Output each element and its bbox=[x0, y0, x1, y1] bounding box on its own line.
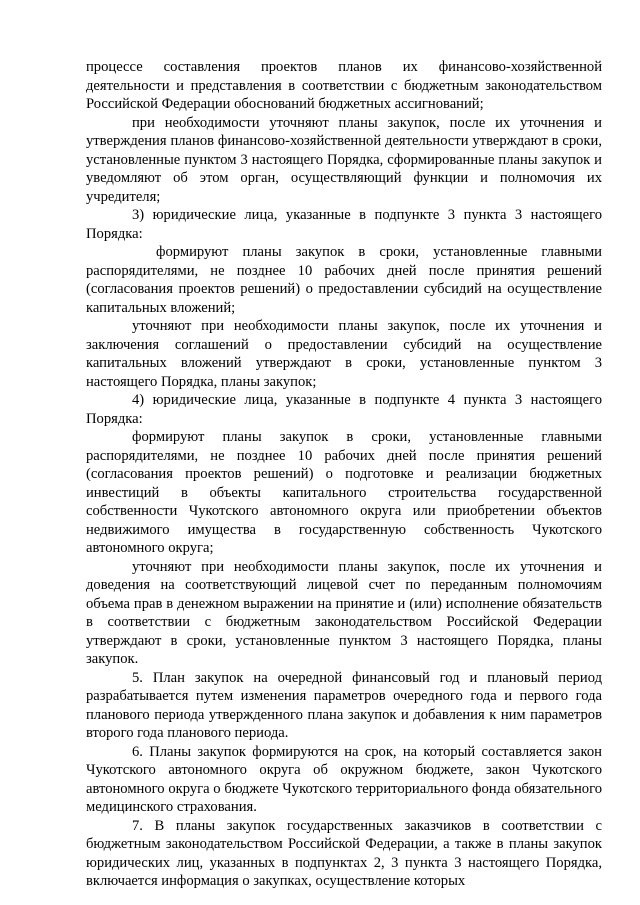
paragraph-6: 4) юридические лица, указанные в подпункте 4 пункта 3 настоящего Порядка: bbox=[86, 392, 602, 427]
paragraph-2: при необходимости уточняют планы закупок, после их уточнения и утверждения планов финансово-хозяйственной деятельности утверждают в сроки, установленные пунктом 3 настоящего Порядка, сформированные планы закупок и уведомляют об этом орган, осуществляющий функции и полномочия их учредителя; bbox=[86, 114, 602, 205]
paragraph-1: процессе составления проектов планов их финансово-хозяйственной деятельности и представления в соответствии с бюджетным законодательством Российской Федерации обоснований бюджетных ассигнований; bbox=[86, 59, 602, 112]
paragraph-7: формируют планы закупок в сроки, установленные главными распорядителями, не позднее 10 рабочих дней после принятия решений (согласования проектов решений) о подготовке и реализации бюджетных инвестиций в объекты капитального строительства государственной собственности Чукотского автономного округа или приобретении объектов недвижимого имущества в государственную собственность Чукотского автономного округа; bbox=[86, 429, 602, 556]
paragraph-9: 5. План закупок на очередной финансовый год и плановый период разрабатывается путем изменения параметров очередного года и первого года планового периода утвержденного плана закупок и добавления к ним параметров второго года планового периода. bbox=[86, 669, 602, 741]
paragraph-8: уточняют при необходимости планы закупок, после их уточнения и доведения на соответствующий лицевой счет по переданным полномочиям объема прав в денежном выражении на принятие и (или) исполнение обязательств в соответствии с бюджетным законодательством Российской Федерации утверждают в сроки, установленные пунктом 3 настоящего Порядка, планы закупок. bbox=[86, 558, 602, 667]
paragraph-5: уточняют при необходимости планы закупок, после их уточнения и заключения соглашений о предоставлении субсидий на осуществление капитальных вложений утверждают в сроки, установленные пунктом 3 настоящего Порядка, планы закупок; bbox=[86, 318, 602, 390]
paragraph-10: 6. Планы закупок формируются на срок, на который составляется закон Чукотского автономного округа об окружном бюджете, закон Чукотского автономного округа о бюджете Чукотского территориального фонда обязательного медицинского страхования. bbox=[86, 743, 602, 815]
paragraph-3: 3) юридические лица, указанные в подпункте 3 пункта 3 настоящего Порядка: bbox=[86, 207, 602, 242]
paragraph-4: формируют планы закупок в сроки, установленные главными распорядителями, не позднее 10 рабочих дней после принятия решений (согласования проектов решений) о предоставлении субсидий на осуществление капитальных вложений; bbox=[86, 244, 602, 316]
document-page bbox=[86, 58, 602, 891]
paragraph-11: 7. В планы закупок государственных заказчиков в соответствии с бюджетным законодательством Российской Федерации, а также в планы закупок юридических лиц, указанных в подпунктах 2, 3 пункта 3 настоящего Порядка, включается информация о закупках, осуществление которых bbox=[86, 817, 602, 889]
